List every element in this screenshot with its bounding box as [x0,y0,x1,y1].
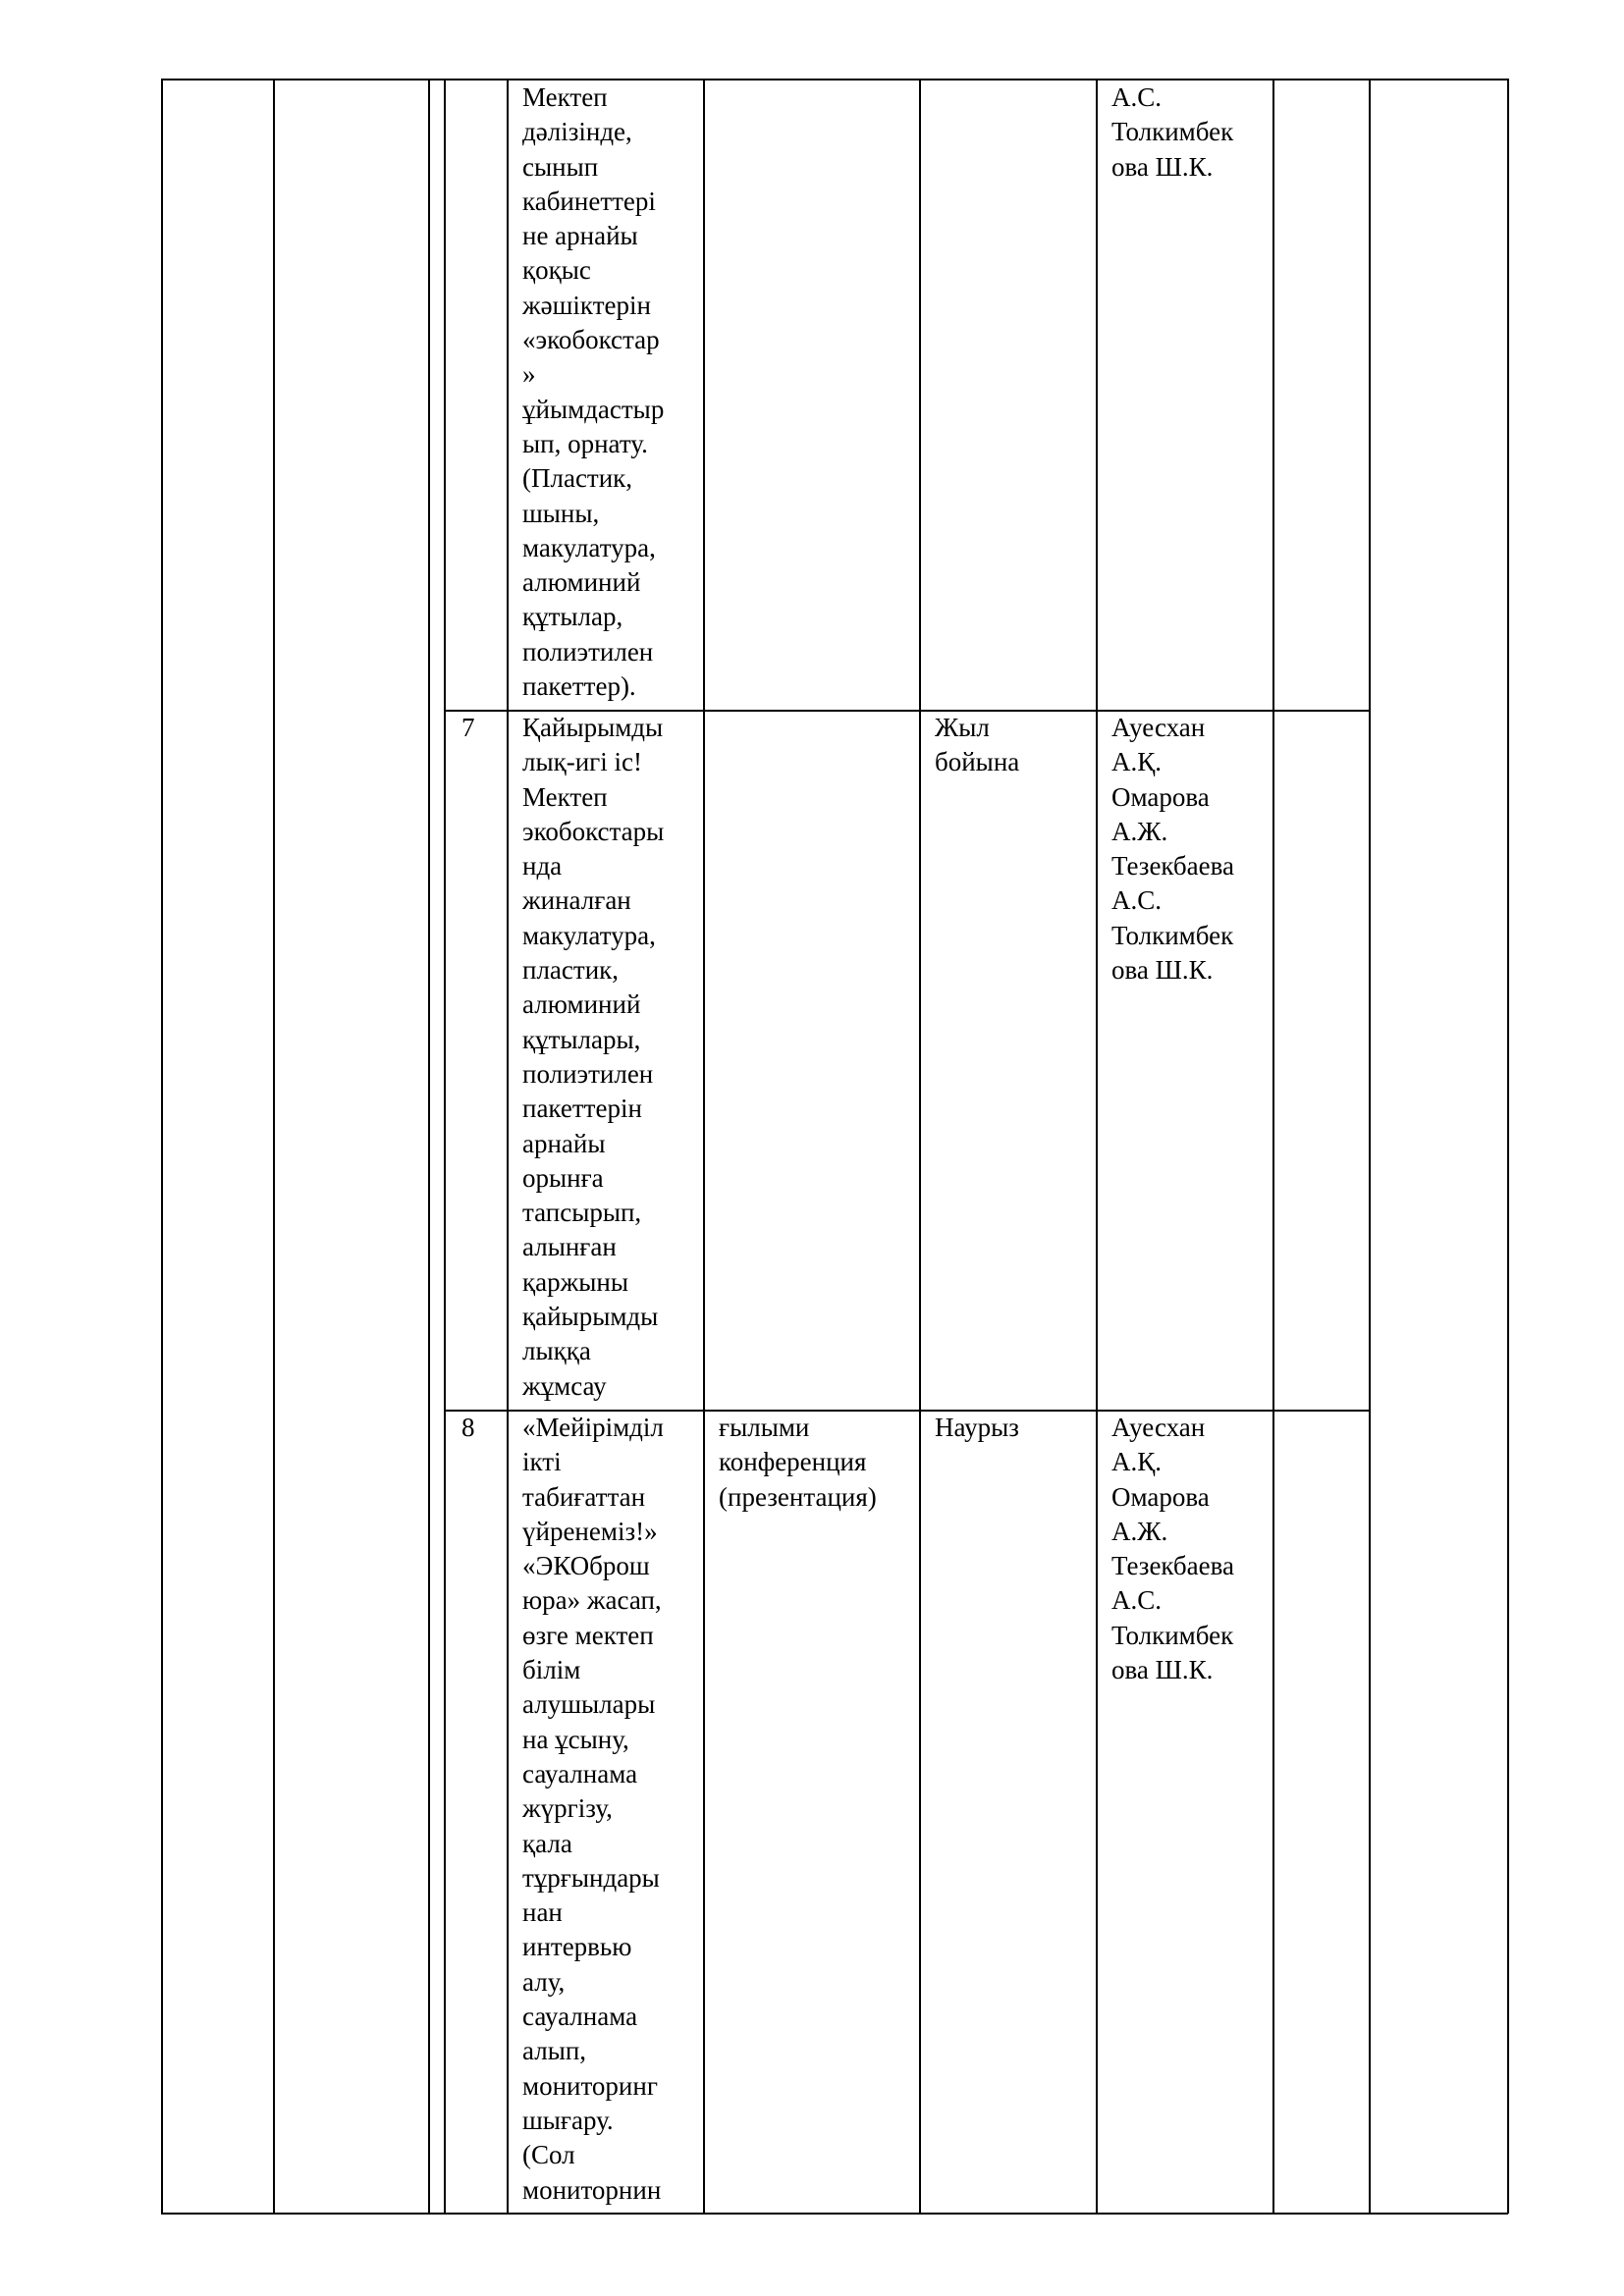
inner-col-line-4 [919,79,921,2214]
row-3-form: ғылыми конференция (презентация) [719,1413,877,1512]
row-2-event: Қайырымды лық-игі іс! Мектеп экобокстары нда жиналған макулатура, пластик, алюминий құтылары, полиэтилен пакеттерін арнайы орынға тапсырып, алынған қаржыны қайырымды лыққа жұмсау [522,713,665,1401]
row-2-responsible: Ауесхан А.Қ. Омарова А.Ж. Тезекбаева А.С. Толкимбек ова Ш.К. [1111,713,1234,986]
outer-col-line-1 [161,79,163,2214]
row-3-timing: Наурыз [935,1413,1019,1442]
row-3-number: 8 [461,1413,475,1442]
row-2-timing: Жыл бойына [935,713,1020,777]
row-2-number: 7 [461,713,475,742]
inner-col-line-6 [1272,79,1274,2214]
row-1-responsible: А.С. Толкимбек ова Ш.К. [1111,82,1234,182]
outer-col-line-4 [1369,79,1371,2214]
inner-table-bottom-border [444,2213,1369,2215]
inner-col-line-5 [1096,79,1098,2214]
row-1-event: Мектеп дәлізінде, сынып кабинеттері не арнайы қоқыс жәшіктерін «экобокстар » ұйымдастыр ып, орнату. (Пластик, шыны, макулатура, алюминий құтылар, полиэтилен пакеттер). [522,82,665,702]
inner-col-line-2 [507,79,509,2214]
row-3-event: «Мейірімділ ікті табиғаттан үйренеміз!» «ЭКОброш юра» жасап, өзге мектеп білім алушылары на ұсыну, сауалнама жүргізу, қала тұрғындары нан интервью алу, сауалнама алып, мониторинг шығару. (Сол мониторнин [522,1413,664,2205]
inner-col-line-3 [703,79,705,2214]
outer-col-line-3 [428,79,430,2214]
row-3-responsible: Ауесхан А.Қ. Омарова А.Ж. Тезекбаева А.С. Толкимбек ова Ш.К. [1111,1413,1234,1685]
outer-col-line-2 [273,79,275,2214]
inner-col-line-1 [444,79,446,2214]
outer-col-line-5 [1507,79,1509,2214]
